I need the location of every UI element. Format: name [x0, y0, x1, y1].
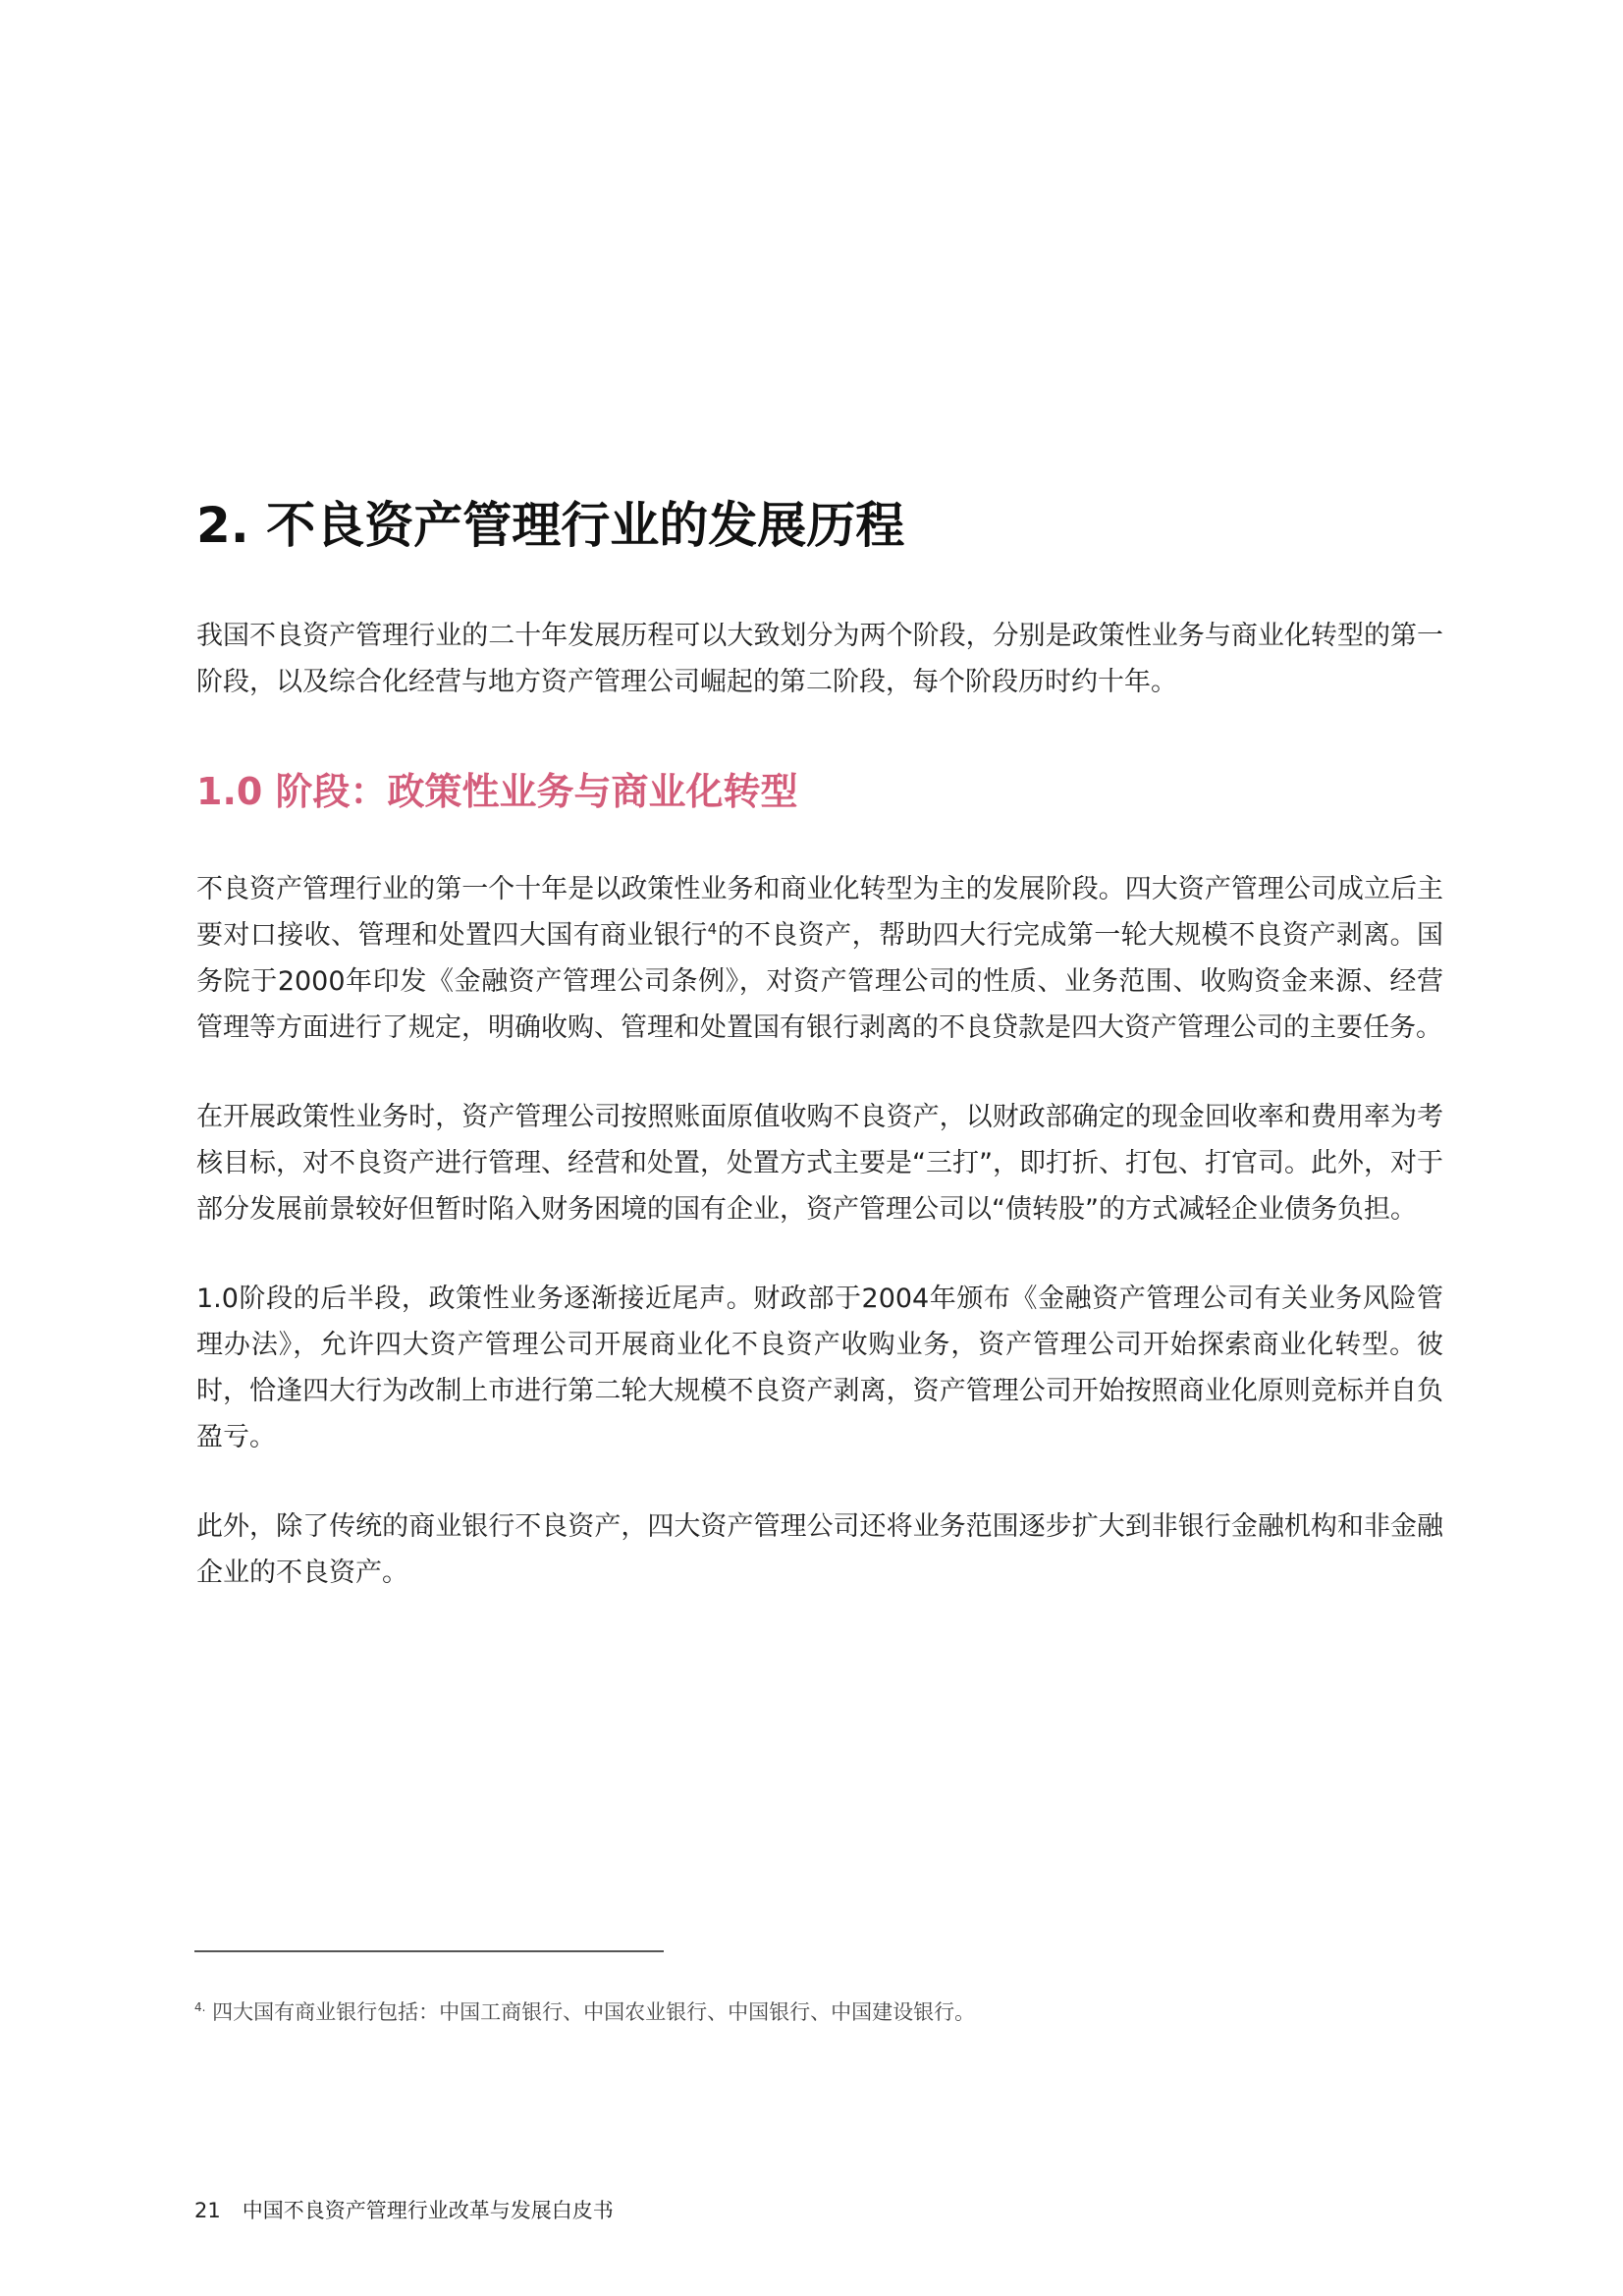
footnote-text: 四大国有商业银行包括：中国工商银行、中国农业银行、中国银行、中国建设银行。	[212, 2000, 976, 2024]
main-content	[196, 491, 1443, 1596]
footnote-reference: 4	[707, 920, 718, 938]
paragraph-3: 1.0阶段的后半段，政策性业务逐渐接近尾声。财政部于2004年颁布《金融资产管理公司有关业务风险管理办法》，允许四大资产管理公司开展商业化不良资产收购业务，资产管理公司开始探索商业化转型。彼时，恰逢四大行为改制上市进行第二轮大规模不良资产剥离，资产管理公司开始按照商业化原则竞标并自负盈亏。	[196, 1284, 1443, 1452]
footnote	[194, 1997, 1441, 2027]
subsection-title: 1.0 阶段：政策性业务与商业化转型	[196, 770, 798, 813]
subsection-body	[196, 866, 1443, 1596]
section-title: 2. 不良资产管理行业的发展历程	[196, 497, 905, 554]
paragraph-1-text-b: 的不良资产，帮助四大行完成第一轮大规模不良资产剥离。国务院于2000年印发《金融资产管理公司条例》，对资产管理公司的性质、业务范围、收购资金来源、经营管理等方面进行了规定，明确收购、管理和处置国有银行剥离的不良贷款是四大资产管理公司的主要任务。	[196, 920, 1444, 1043]
intro-paragraph: 我国不良资产管理行业的二十年发展历程可以大致划分为两个阶段，分别是政策性业务与商业化转型的第一阶段，以及综合化经营与地方资产管理公司崛起的第二阶段，每个阶段历时约十年。	[196, 621, 1443, 697]
page-footer	[194, 2196, 614, 2225]
paragraph-1	[196, 866, 1443, 1051]
footnote-marker: 4.	[194, 2000, 206, 2014]
footnote-divider	[194, 1950, 664, 1952]
paragraph-1-text-a: 不良资产管理行业的第一个十年是以政策性业务和商业化转型为主的发展阶段。四大资产管理公司成立后主要对口接收、管理和处置四大国有商业银行	[196, 874, 1443, 951]
page-number: 21	[194, 2199, 221, 2222]
footer-document-title: 中国不良资产管理行业改革与发展白皮书	[242, 2199, 614, 2222]
paragraph-2: 在开展政策性业务时，资产管理公司按照账面原值收购不良资产，以财政部确定的现金回收率和费用率为考核目标，对不良资产进行管理、经营和处置，处置方式主要是“三打”，即打折、打包、打官司。此外，对于部分发展前景较好但暂时陷入财务困境的国有企业，资产管理公司以“债转股”的方式减轻企业债务负担。	[196, 1102, 1443, 1225]
paragraph-4: 此外，除了传统的商业银行不良资产，四大资产管理公司还将业务范围逐步扩大到非银行金融机构和非金融企业的不良资产。	[196, 1511, 1443, 1588]
